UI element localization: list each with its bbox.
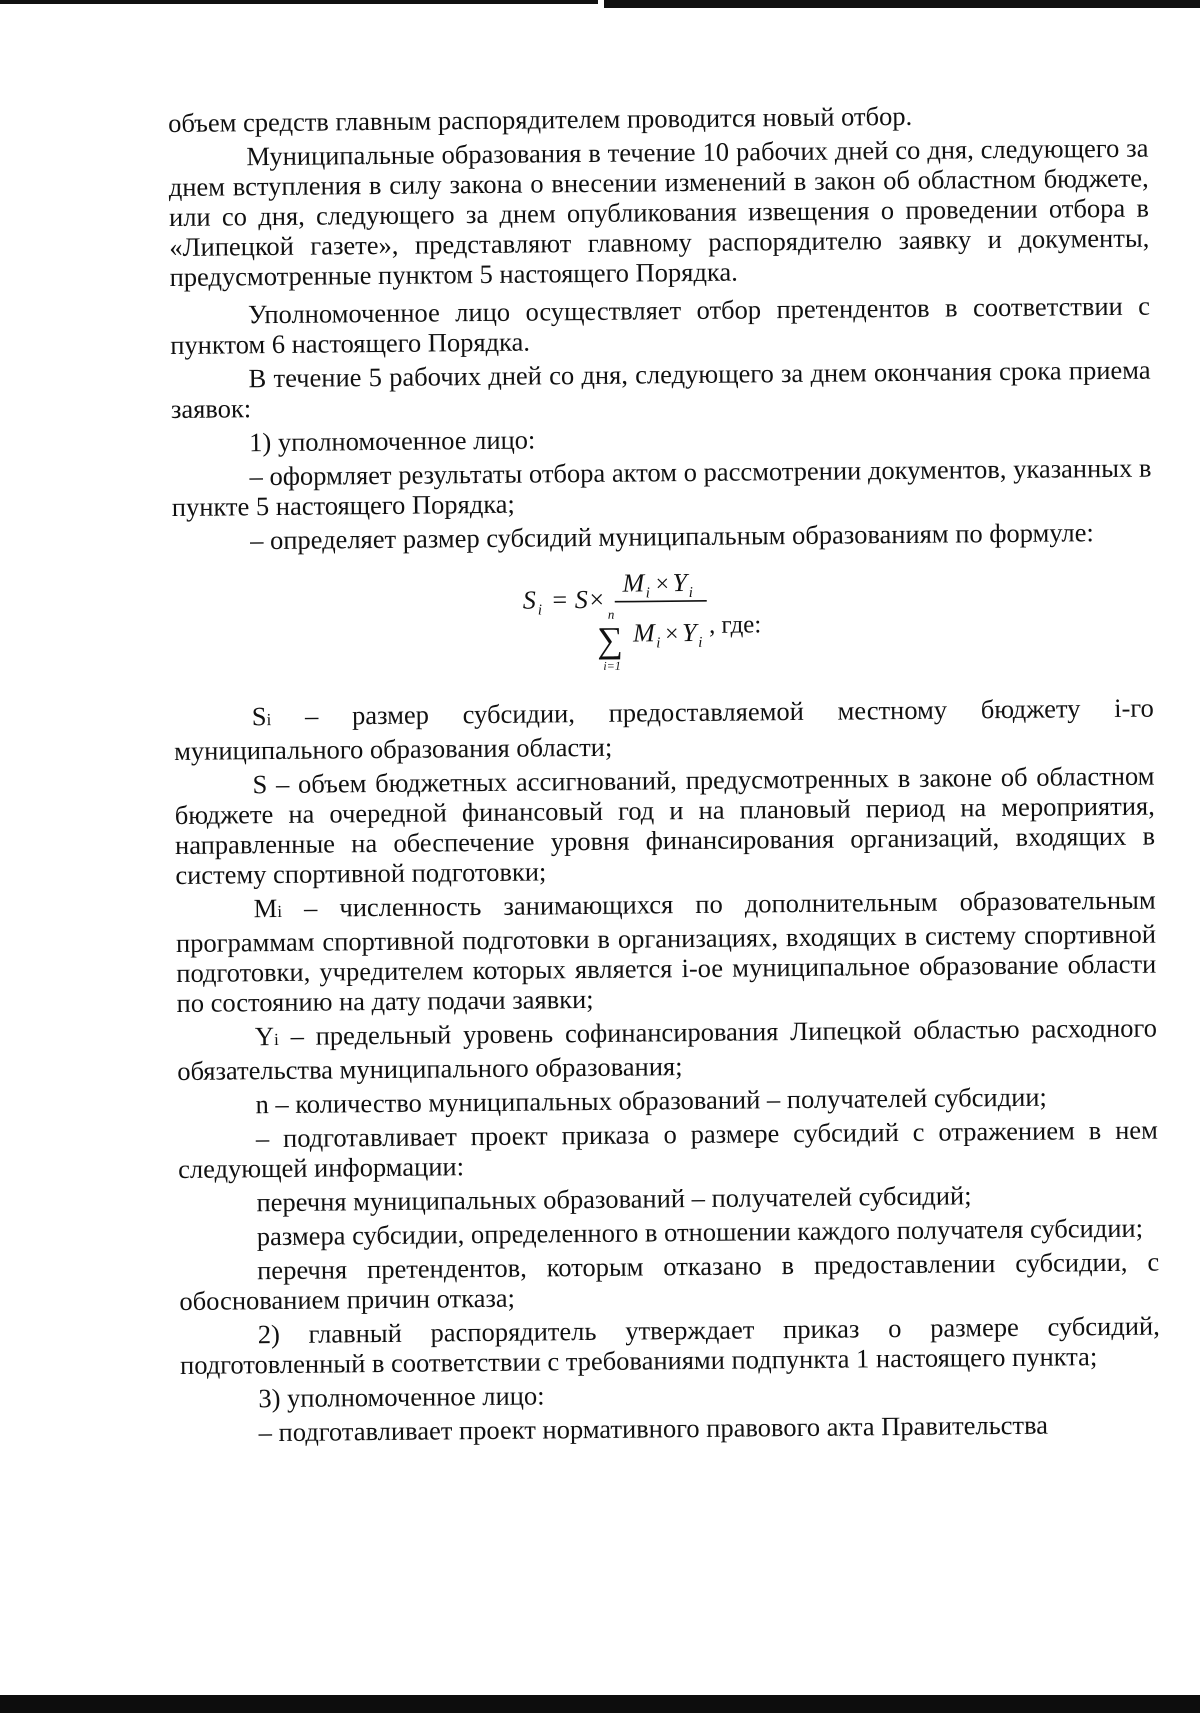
paragraph-continuation: объем средств главным распорядителем проводится новый отбор. xyxy=(168,100,913,138)
formula-lhs-sub: i xyxy=(537,602,543,619)
formula-denominator-m: M xyxy=(632,618,655,648)
paragraph-municipal-applications: Муниципальные образования в течение 10 рабочих дней со дня, следующего за днем вступления в силу закона о внесении изменений в закон об областном бюджете, или со дня, следующего за днем опубликования извещения о проведении отбора в «Липецкой газете», представляют главному распорядителю заявку и документы, предусмотренные пунктом 5 настоящего Порядка. xyxy=(168,132,1150,292)
scan-edge-top-right xyxy=(604,0,1200,8)
formula-equals: = S× xyxy=(550,584,606,615)
formula-denominator-m-sub: i xyxy=(656,635,661,652)
list-item-main-manager-approves: 2) главный распорядитель утверждает приказ о размере субсидий, подготовленный в соответствии с требованиями подпункта 1 настоящего пункта; xyxy=(179,1310,1160,1380)
definition-si: Si – размер субсидии, предоставляемой местному бюджету i-го муниципального образования области; xyxy=(174,692,1154,766)
scan-edge-top-left xyxy=(0,0,598,4)
formula-sum-lower: i=1 xyxy=(603,658,621,673)
paragraph-selection: Уполномоченное лицо осуществляет отбор претендентов в соответствии с пунктом 6 настоящего Порядка. xyxy=(170,290,1151,360)
formula-denominator-times: × xyxy=(664,621,679,648)
formula-numerator-m: M xyxy=(622,568,645,598)
formula-denominator-y: Y xyxy=(681,617,697,648)
definition-mi: Mi – численность занимающихся по дополнительным образовательным программам спортивной подготовки в организациях, входящих в систему спортивной подготовки, учредителем которых является i-ое муниципальное образование области по состоянию на дату подачи заявки; xyxy=(175,884,1157,1018)
definition-s: S – объем бюджетных ассигнований, предусмотренных в законе об областном бюджете на очередной финансовый год и на плановый период на мероприятия, направленные на обеспечение уровня финансирования организаций, входящих в систему спортивной подготовки; xyxy=(174,760,1156,890)
formula-lhs: S xyxy=(522,585,536,615)
formula-numerator-y: Y xyxy=(672,568,688,598)
scan-edge-bottom xyxy=(0,1695,1200,1713)
list-item-list-municipalities: перечня муниципальных образований – получателей субсидий; xyxy=(256,1180,972,1218)
formula-fraction-bar xyxy=(615,601,707,602)
formula-sum-upper: n xyxy=(607,606,615,622)
list-item-formalizes-results: – оформляет результаты отбора актом о рассмотрении документов, указанных в пункте 5 настоящего Порядка; xyxy=(171,452,1152,522)
formula-sum-sign: ∑ xyxy=(596,619,623,660)
list-item-authorized-person-3: 3) уполномоченное лицо: xyxy=(258,1380,545,1414)
paragraph-five-days: В течение 5 рабочих дней со дня, следующего за днем окончания срока приема заявок: xyxy=(170,354,1151,424)
formula-suffix: , где: xyxy=(708,611,762,639)
list-item-subsidy-amount: размера субсидии, определенного в отношении каждого получателя субсидии; xyxy=(256,1212,1144,1252)
formula-numerator-times: × xyxy=(655,571,670,598)
document-page xyxy=(168,99,1161,1452)
list-item-determines-size: – определяет размер субсидий муниципальным образованиям по формуле: xyxy=(250,517,1094,556)
list-item-authorized-person-1: 1) уполномоченное лицо: xyxy=(249,424,536,458)
formula-numerator-y-sub: i xyxy=(688,584,693,602)
definition-yi: Yi – предельный уровень софинансирования Липецкой областью расходного обязательства муниципального образования; xyxy=(177,1012,1158,1086)
formula-denominator-y-sub: i xyxy=(698,634,703,651)
subsidy-formula xyxy=(172,557,1153,684)
list-item-prepares-order: – подготавливает проект приказа о размере субсидий с отражением в нем следующей информации: xyxy=(178,1114,1158,1184)
definition-n: n – количество муниципальных образований – получателей субсидии; xyxy=(255,1081,1047,1120)
list-item-refused-applicants: перечня претендентов, которым отказано в предоставлении субсидии, с обоснованием причин отказа; xyxy=(179,1246,1160,1316)
list-item-prepares-act: – подготавливает проект нормативного правового акта Правительства xyxy=(258,1409,1049,1448)
formula-numerator-m-sub: i xyxy=(645,585,650,602)
